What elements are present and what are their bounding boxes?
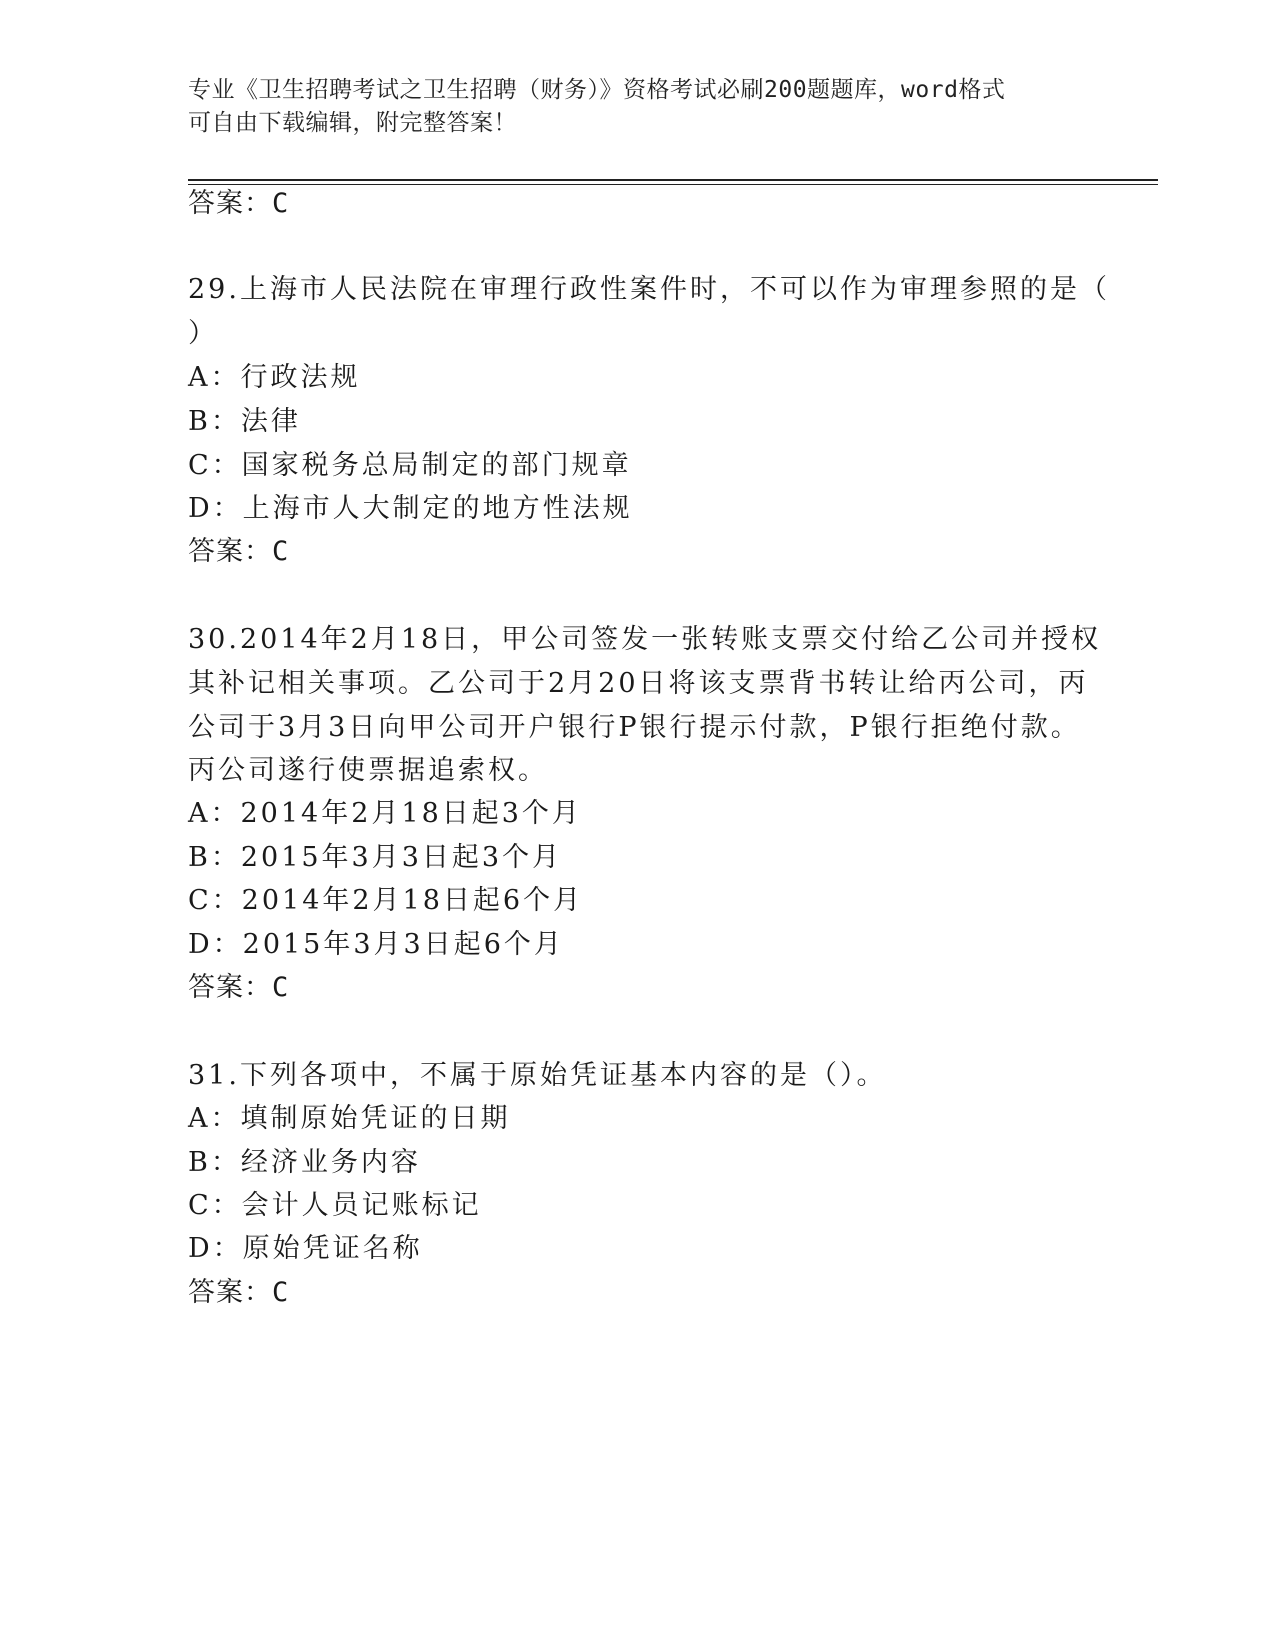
question-29-answer: 答案：C: [188, 536, 290, 567]
page-header: [188, 74, 1088, 140]
question-30-stem-line-2: 其补记相关事项。乙公司于2月20日将该支票背书转让给丙公司，丙: [188, 668, 1089, 699]
header-divider-thick: [188, 179, 1158, 181]
question-30-option-a: A：2014年2月18日起3个月: [188, 798, 582, 829]
question-31-answer: 答案：C: [188, 1277, 290, 1308]
question-31-option-a: A：填制原始凭证的日期: [188, 1103, 511, 1134]
question-31-option-b: B：经济业务内容: [188, 1147, 421, 1178]
question-31-option-c: C：会计人员记账标记: [188, 1190, 482, 1221]
header-line-1: 专业《卫生招聘考试之卫生招聘（财务）》资格考试必刷200题题库，word格式: [188, 77, 1006, 103]
previous-answer: 答案：C: [188, 188, 290, 219]
question-30-option-c: C：2014年2月18日起6个月: [188, 885, 584, 916]
question-30-stem-line-1: 30.2014年2月18日，甲公司签发一张转账支票交付给乙公司并授权: [188, 624, 1102, 655]
question-29-option-d: D：上海市人大制定的地方性法规: [188, 493, 633, 524]
question-29-stem-line-2: ）: [188, 318, 218, 349]
question-30-option-b: B：2015年3月3日起3个月: [188, 842, 563, 873]
question-30-stem-line-3: 公司于3月3日向甲公司开户银行P银行提示付款，P银行拒绝付款。: [188, 712, 1081, 743]
question-29-option-b: B：法律: [188, 406, 301, 437]
question-30-stem-line-4: 丙公司遂行使票据追索权。: [188, 755, 548, 786]
header-line-2: 可自由下载编辑，附完整答案！: [188, 110, 517, 136]
header-divider-thin: [188, 184, 1158, 185]
question-31-stem-line-1: 31.下列各项中，不属于原始凭证基本内容的是（）。: [188, 1060, 887, 1091]
question-30-answer: 答案：C: [188, 972, 290, 1003]
question-29-option-c: C：国家税务总局制定的部门规章: [188, 450, 632, 481]
question-29-stem-line-1: 29.上海市人民法院在审理行政性案件时，不可以作为审理参照的是（: [188, 274, 1110, 305]
question-31-option-d: D：原始凭证名称: [188, 1233, 423, 1264]
question-29-option-a: A：行政法规: [188, 362, 361, 393]
question-30-option-d: D：2015年3月3日起6个月: [188, 929, 564, 960]
